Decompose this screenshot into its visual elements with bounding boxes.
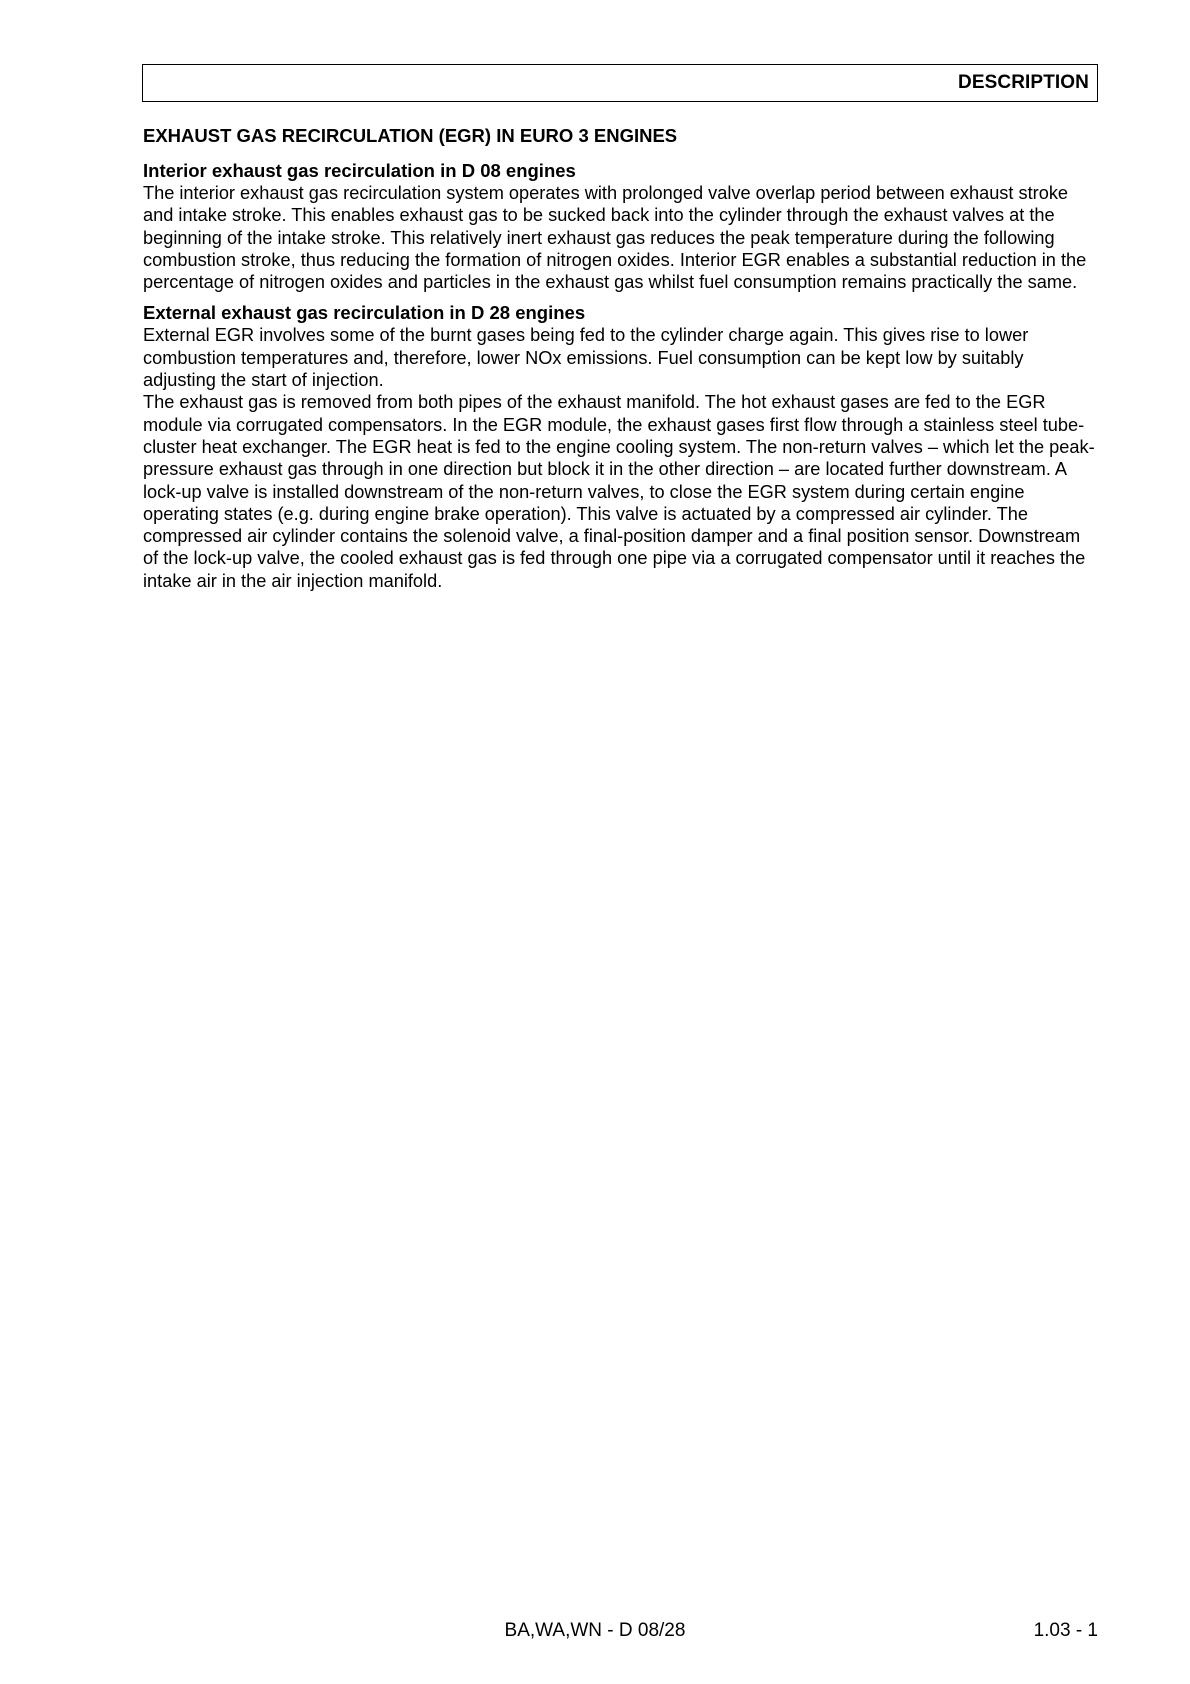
section-heading: External exhaust gas recirculation in D 28 engines [143, 302, 586, 324]
document-content [143, 124, 1098, 601]
paragraph: The exhaust gas is removed from both pipes of the exhaust manifold. The hot exhaust gases are fed to the EGR module via corrugated compensators. In the EGR module, the exhaust gases first flow through a stainless steel tube-cluster heat exchanger. The EGR heat is fed to the engine cooling system. The non-return valves – which let the peak-pressure exhaust gas through in one direction but block it in the other direction – are located further downstream. A lock-up valve is installed downstream of the non-return valves, to close the EGR system during certain engine operating states (e.g. during engine brake operation). This valve is actuated by a compressed air cylinder. The compressed air cylinder contains the solenoid valve, a final-position damper and a final position sensor. Downstream of the lock-up valve, the cooled exhaust gas is fed through one pipe via a corrugated compensator until it reaches the intake air in the air injection manifold. [143, 392, 1095, 591]
section-external-egr [143, 302, 1098, 592]
section-heading: Interior exhaust gas recirculation in D 08 engines [143, 160, 576, 181]
main-title: EXHAUST GAS RECIRCULATION (EGR) IN EURO 3 ENGINES [143, 125, 678, 146]
paragraph: External EGR involves some of the burnt gases being fed to the cylinder charge again. This gives rise to lower combustion temperatures and, therefore, lower NOx emissions. Fuel consumption can be kept low by suitably adjusting the start of injection. [143, 325, 1029, 391]
footer-model-code: BA,WA,WN - D 08/28 [504, 1620, 686, 1641]
section-label: DESCRIPTION [958, 72, 1089, 93]
section-interior-egr [143, 160, 1098, 293]
footer-page-number: 1.03 - 1 [1033, 1620, 1098, 1641]
paragraph: The interior exhaust gas recirculation system operates with prolonged valve overlap period between exhaust stroke and intake stroke. This enables exhaust gas to be sucked back into the cylinder through the exhaust valves at the beginning of the intake stroke. This relatively inert exhaust gas reduces the peak temperature during the following combustion stroke, thus reducing the formation of nitrogen oxides. Interior EGR enables a substantial reduction in the percentage of nitrogen oxides and particles in the exhaust gas whilst fuel consumption remains practically the same. [143, 183, 1087, 293]
header-box [142, 64, 1098, 102]
